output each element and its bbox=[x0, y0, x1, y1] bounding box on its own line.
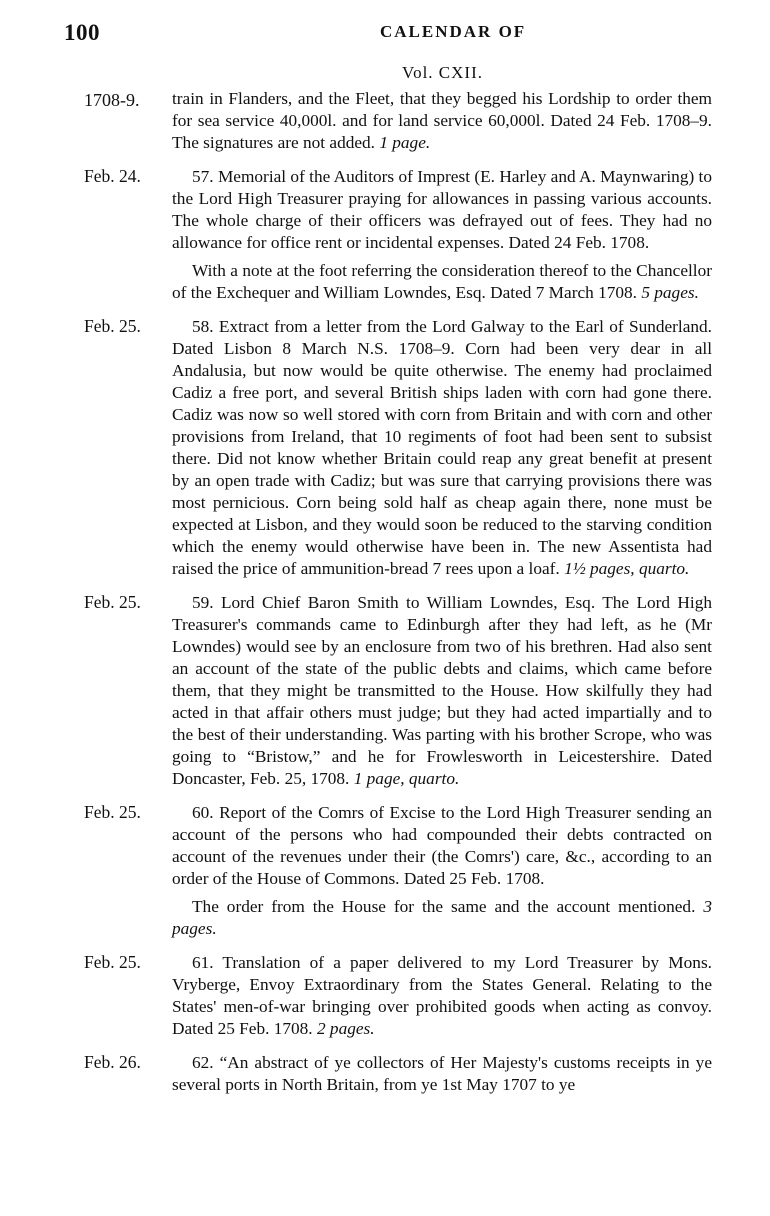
calendar-entry bbox=[84, 316, 712, 580]
calendar-entry bbox=[84, 802, 712, 940]
entry-date: Feb. 25. bbox=[84, 592, 141, 612]
calendar-entry bbox=[84, 952, 712, 1040]
entry-body: 59. Lord Chief Baron Smith to William Lowndes, Esq. The Lord High Treasurer's commands came to Edinburgh after they had left, as he (Mr Lowndes) would see by an enclosure from two of his brethren. Had also sent an account of the state of the public debts and claims, which came before them, that they might be transmitted to the House. How skilfully they had acted in that affair others must judge; but they had acted impartially and to the best of their understanding. Was parting with his brother Scrope, who was going to “Bristow,” and he for Frowlesworth in Leicestershire. Dated Doncaster, Feb. 25, 1708. bbox=[172, 593, 712, 788]
entry-date: Feb. 25. bbox=[84, 802, 141, 822]
entry-date: Feb. 26. bbox=[84, 1052, 141, 1072]
entry-text bbox=[172, 316, 712, 580]
entry-pages: 1 page. bbox=[379, 133, 431, 152]
entry-date: Feb. 25. bbox=[84, 952, 141, 972]
entry-body: 60. Report of the Comrs of Excise to the Lord High Treasurer sending an account of the persons who had compounded their debts contracted on account of the revenues under their (the Comrs') care, &c., according to an order of the House of Commons. Dated 25 Feb. 1708. bbox=[172, 803, 712, 888]
entry-pages: 1½ pages, quarto. bbox=[564, 559, 690, 578]
entry-text bbox=[172, 802, 712, 890]
entry-note-text: With a note at the foot referring the consideration thereof to the Chancellor of the Exchequer and William Lowndes, Esq. Dated 7 March 1708. bbox=[172, 261, 712, 302]
entry-text bbox=[172, 1052, 712, 1096]
entry-date: Feb. 25. bbox=[84, 316, 141, 336]
entry-pages: 3 pages. bbox=[172, 897, 712, 938]
calendar-entry bbox=[84, 1052, 712, 1096]
volume-heading: Vol. CXII. bbox=[402, 63, 483, 82]
entry-pages: 5 pages. bbox=[641, 283, 699, 302]
calendar-entries bbox=[84, 88, 712, 1108]
entry-text bbox=[172, 166, 712, 254]
entry-body: 58. Extract from a letter from the Lord Galway to the Earl of Sunderland. Dated Lisbon 8 March N.S. 1708–9. Corn had been very dear in all Andalusia, but now would be quite otherwise. The enemy had proclaimed Cadiz a free port, and several British ships laden with corn had gone there. Cadiz was now so well stored with corn from Britain and with corn and other provisions from Ireland, that 10 regiments of foot had been sent to subsist there. Did not know whether Britain could reap any great benefit at present by an open trade with Cadiz; but was sure that carrying provisions there was most pernicious. Corn being sold half as cheap again there, none must be expected at Lisbon, and they would soon be reduced to the starving condition which the enemy would otherwise have been in. The new Assentista had raised the price of ammunition-bread 7 rees upon a loaf. bbox=[172, 317, 712, 578]
page-number: 100 bbox=[64, 20, 100, 45]
entry-text bbox=[172, 88, 712, 154]
calendar-entry bbox=[172, 88, 712, 154]
entry-body: train in Flanders, and the Fleet, that they begged his Lordship to order them for sea service 40,000l. and for land service 60,000l. Dated 24 Feb. 1708–9. The signatures are not added. bbox=[172, 89, 712, 152]
entry-pages: 2 pages. bbox=[316, 1019, 375, 1038]
entry-body: 61. Translation of a paper delivered to my Lord Treasurer by Mons. Vryberge, Envoy Extraordinary from the States General. Relating to the States' men-of-war bringing over prohibited goods when acting as convoy. Dated 25 Feb. 1708. bbox=[172, 953, 712, 1038]
entry-text bbox=[172, 952, 712, 1040]
entry-pages: 1 page, quarto. bbox=[353, 769, 460, 788]
entry-body: 62. “An abstract of ye collectors of Her Majesty's customs receipts in ye several ports in North Britain, from ye 1st May 1707 to ye bbox=[172, 1053, 712, 1094]
entry-text bbox=[172, 592, 712, 790]
calendar-entry bbox=[84, 166, 712, 304]
calendar-entry bbox=[84, 592, 712, 790]
entry-note-text: The order from the House for the same and the account mentioned. bbox=[192, 897, 696, 916]
entry-date: Feb. 24. bbox=[84, 166, 141, 186]
running-title: CALENDAR OF bbox=[380, 22, 527, 41]
entry-note bbox=[172, 896, 712, 940]
year-marginal: 1708-9. bbox=[84, 90, 140, 110]
entry-body: 57. Memorial of the Auditors of Imprest (E. Harley and A. Maynwaring) to the Lord High Treasurer praying for allowances in passing various accounts. The whole charge of their officers was defrayed out of fees. They had no allowance for office rent or incidental expenses. Dated 24 Feb. 1708. bbox=[172, 167, 712, 252]
entry-note bbox=[172, 260, 712, 304]
